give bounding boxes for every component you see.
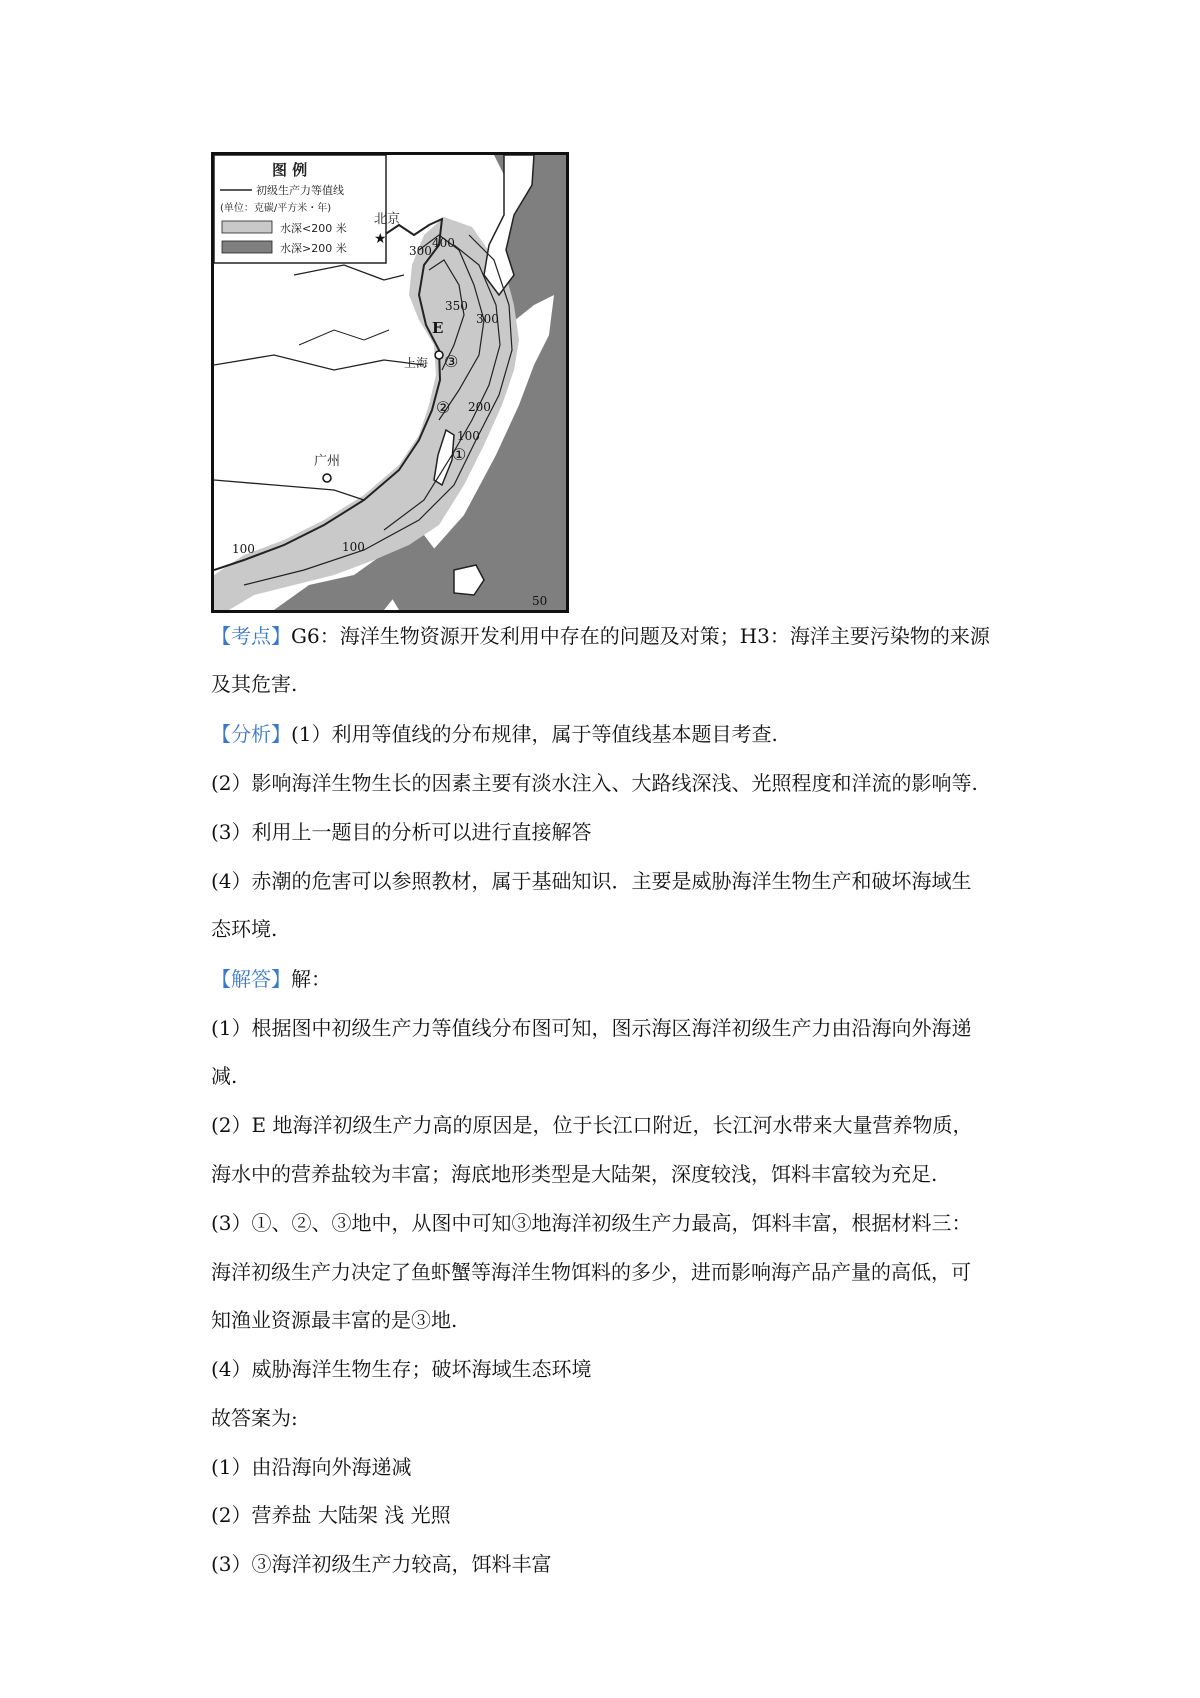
iso-100-sw: 100 (232, 542, 255, 556)
legend-shallow-label: 水深<200 米 (280, 222, 347, 235)
kaodian-line-1 (211, 622, 990, 650)
fenxi-line-3 (211, 818, 592, 846)
guangzhou-dot-icon (323, 474, 331, 482)
answer-text-1: (1）由沿海向外海递减 (211, 1455, 412, 1479)
answer-line-2 (211, 1501, 451, 1529)
legend-title: 图 例 (272, 161, 308, 179)
iso-100-s: 100 (342, 540, 365, 554)
kaodian-tag: 【考点】 (211, 624, 291, 648)
fenxi-text-3: (3）利用上一题目的分析可以进行直接解答 (211, 820, 592, 844)
guangzhou-label: 广州 (314, 454, 341, 469)
jieda-text-1b: 减. (211, 1064, 238, 1088)
legend-deep-swatch (222, 241, 272, 253)
fenxi-line-5 (211, 915, 277, 943)
kaodian-text-2: 及其危害. (211, 672, 298, 696)
iso-300-north: 300 (409, 244, 432, 258)
ocean-productivity-map (211, 152, 569, 613)
fenxi-line-4 (211, 867, 972, 895)
legend-line-label: 初级生产力等值线 (256, 184, 344, 197)
jieda-text-3c: 知渔业资源最丰富的是③地. (211, 1308, 458, 1332)
iso-50: 50 (532, 594, 548, 608)
answer-text-3: (3）③海洋初级生产力较高，饵料丰富 (211, 1552, 552, 1576)
iso-200: 200 (468, 400, 491, 414)
answer-line-1 (211, 1453, 412, 1481)
border-line (299, 330, 389, 345)
kaodian-line-2 (211, 670, 297, 698)
iso-400: 400 (432, 236, 455, 250)
shanghai-label: 上海 (404, 356, 429, 370)
river-1 (294, 265, 404, 280)
shanghai-dot-icon (435, 351, 443, 359)
river-2 (214, 355, 424, 370)
jieda-head: 解： (291, 967, 331, 991)
fenxi-line-1 (211, 720, 778, 748)
river-3 (214, 480, 364, 500)
legend-deep-label: 水深>200 米 (280, 242, 347, 255)
marker-1: ① (452, 445, 467, 464)
jieda-text-2a: (2）E 地海洋初级生产力高的原因是，位于长江口附近，长江河水带来大量营养物质， (211, 1113, 973, 1137)
answer-text-2: (2）营养盐 大陆架 浅 光照 (211, 1503, 451, 1527)
beijing-star-icon: ★ (374, 231, 387, 247)
fenxi-text-2: (2）影响海洋生物生长的因素主要有淡水注入、大路线深浅、光照程度和洋流的影响等. (211, 771, 978, 795)
iso-350: 350 (445, 299, 468, 313)
jieda-line-head (211, 965, 331, 993)
answer-head: 故答案为: (211, 1406, 298, 1430)
answer-line-3 (211, 1550, 552, 1578)
marker-3: ③ (444, 352, 459, 371)
jieda-text-1a: (1）根据图中初级生产力等值线分布图可知，图示海区海洋初级生产力由沿海向外海递 (211, 1016, 972, 1040)
fenxi-text-5: 态环境. (211, 917, 278, 941)
iso-100-mid: 100 (457, 429, 480, 443)
marker-2: ② (436, 398, 451, 417)
fenxi-text-1: (1）利用等值线的分布规律，属于等值线基本题目考查. (291, 722, 778, 746)
jieda-line-2a (211, 1111, 972, 1139)
jieda-line-3b (211, 1258, 971, 1286)
jieda-line-1a (211, 1014, 972, 1042)
kaodian-text-1: G6：海洋生物资源开发利用中存在的问题及对策；H3：海洋主要污染物的来源 (291, 624, 990, 648)
beijing-label: 北京 (374, 212, 401, 227)
fenxi-text-4: (4）赤潮的危害可以参照教材，属于基础知识．主要是威胁海洋生物生产和破坏海域生 (211, 869, 972, 893)
jieda-line-3c (211, 1306, 457, 1334)
fenxi-line-2 (211, 769, 978, 797)
jieda-line-1b (211, 1062, 237, 1090)
jieda-text-3a: (3）①、②、③地中，从图中可知③地海洋初级生产力最高，饵料丰富，根据材料三： (211, 1211, 972, 1235)
jieda-tag: 【解答】 (211, 967, 291, 991)
legend-shallow-swatch (222, 221, 272, 233)
jieda-text-2b: 海水中的营养盐较为丰富；海底地形类型是大陆架，深度较浅，饵料丰富较为充足. (211, 1162, 938, 1186)
point-e-label: E (432, 319, 444, 337)
jieda-line-4 (211, 1355, 592, 1383)
fenxi-tag: 【分析】 (211, 722, 291, 746)
jieda-line-3a (211, 1209, 972, 1237)
answer-line-head (211, 1404, 298, 1432)
legend-unit: (单位：克碳/平方米・年) (220, 203, 332, 214)
jieda-line-2b (211, 1160, 937, 1188)
jieda-text-3b: 海洋初级生产力决定了鱼虾蟹等海洋生物饵料的多少，进而影响海产品产量的高低，可 (211, 1260, 971, 1284)
iso-300-east: 300 (476, 312, 499, 326)
jieda-text-4: (4）威胁海洋生物生存；破坏海域生态环境 (211, 1357, 592, 1381)
